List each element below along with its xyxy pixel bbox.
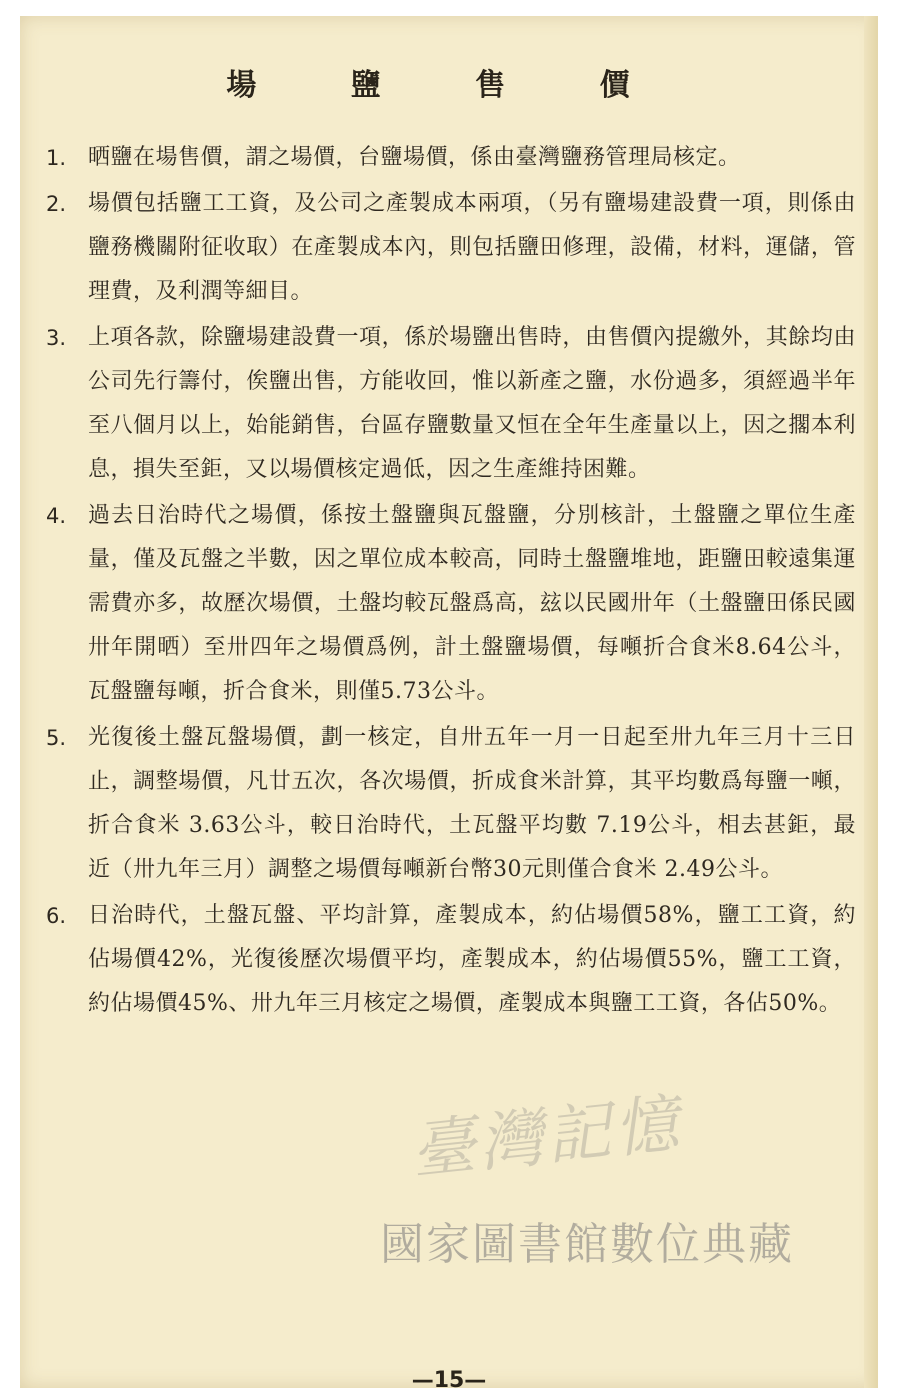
item-number: 5. (46, 726, 67, 750)
item-number: 6. (46, 904, 67, 928)
item-text: 日治時代，土盤瓦盤、平均計算，產製成本，約佔場價58%，鹽工工資，約佔場價42%，光復後歷次場價平均，產製成本，約佔場價55%，鹽工工資，約佔場價45%、卅九年三月核定之場價，產製成本與鹽工工資，各佔50%。 (88, 903, 856, 1016)
item-number: 2. (46, 192, 67, 216)
list-item (46, 894, 856, 1026)
list-item (46, 494, 856, 714)
item-number: 3. (46, 326, 67, 350)
page-edge (864, 16, 878, 1388)
item-number: 4. (46, 504, 67, 528)
item-text: 過去日治時代之場價，係按土盤鹽與瓦盤鹽，分別核計，土盤鹽之單位生產量，僅及瓦盤之半數，因之單位成本較高，同時土盤鹽堆地，距鹽田較遠集運需費亦多，故歷次場價，土盤均較瓦盤爲高，玆以民國卅年（土盤鹽田係民國卅年開晒）至卅四年之場價爲例，計土盤鹽場價，每噸折合食米8.64公斗，瓦盤鹽每噸，折合食米，則僅5.73公斗。 (88, 503, 856, 704)
item-text: 光復後土盤瓦盤場價，劃一核定，自卅五年一月一日起至卅九年三月十三日止，調整場價，凡廿五次，各次場價，折成食米計算，其平均數爲每鹽一噸，折合食米 3.63公斗，較日治時代，土瓦盤平均數 7.19公斗，相去甚鉅，最近（卅九年三月）調整之場價每噸新台幣30元則僅合食米 2.49公斗。 (88, 725, 856, 882)
item-text: 晒鹽在場售價，謂之場價，台鹽場價，係由臺灣鹽務管理局核定。 (88, 145, 741, 170)
list-item (46, 316, 856, 492)
watermark-script-text: 臺灣記憶 (407, 1086, 686, 1189)
document-page (20, 16, 878, 1393)
list-item (46, 136, 856, 180)
list-item (46, 716, 856, 892)
item-list (46, 136, 856, 1028)
page-title: 場 鹽 售 價 (226, 68, 672, 103)
item-number: 1. (46, 146, 67, 170)
page-number: —15— (411, 1368, 487, 1393)
list-item (46, 182, 856, 314)
item-text: 上項各款，除鹽場建設費一項，係於場鹽出售時，由售價內提繳外，其餘均由公司先行籌付，俟鹽出售，方能收回，惟以新產之鹽，水份過多，須經過半年至八個月以上，始能銷售，台區存鹽數量又恒在全年生產量以上，因之擱本利息，損失至鉅，又以場價核定過低，因之生產維持困難。 (88, 325, 856, 482)
item-text: 場價包括鹽工工資，及公司之產製成本兩項，（另有鹽場建設費一項，則係由鹽務機關附征收取）在產製成本內，則包括鹽田修理，設備，材料，運儲，管理費，及利潤等細目。 (88, 191, 856, 304)
watermark-org-text: 國家圖書館數位典藏 (380, 1219, 794, 1270)
